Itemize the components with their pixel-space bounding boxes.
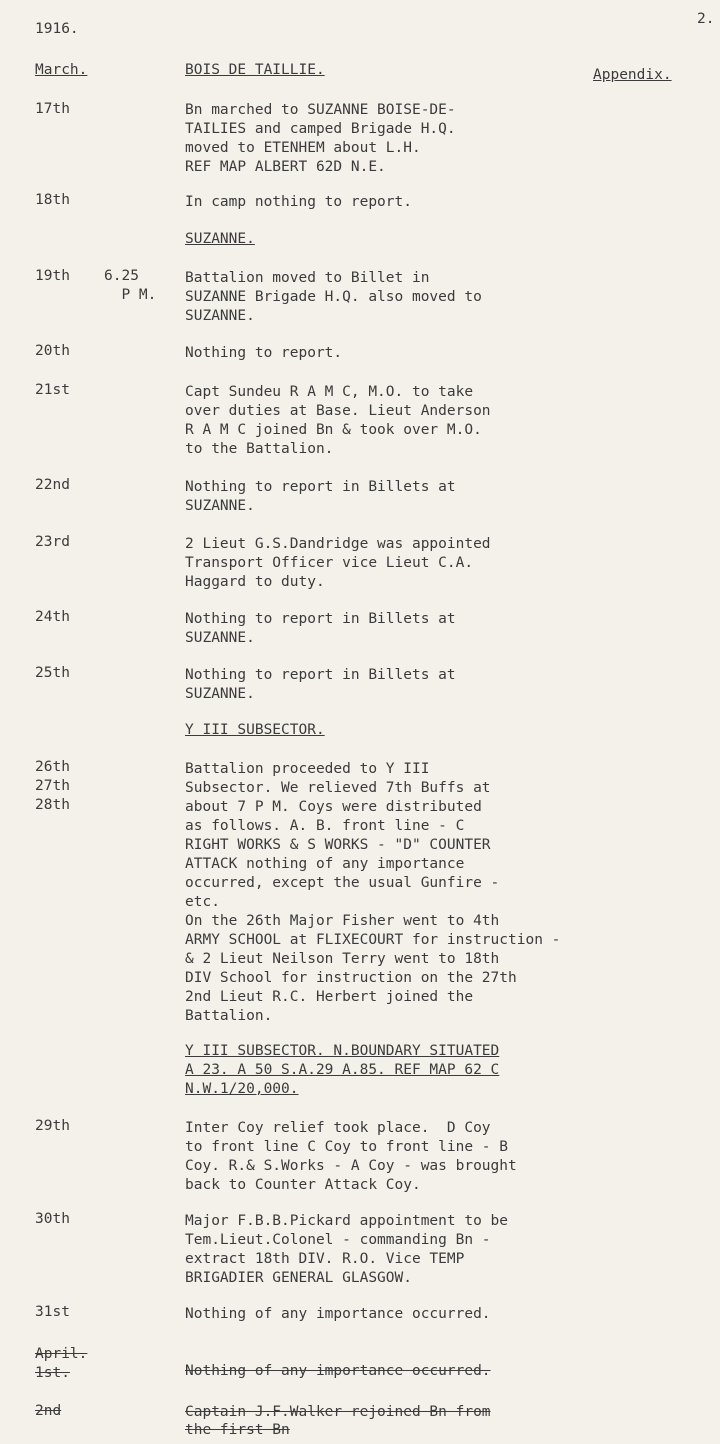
entry-date: 24th	[35, 609, 70, 625]
entry-date: 29th	[35, 1118, 70, 1134]
entry-line: Battalion moved to Billet in	[185, 270, 430, 286]
entry-line: ATTACK nothing of any importance	[185, 856, 465, 872]
entry-line: moved to ETENHEM about L.H.	[185, 140, 421, 156]
entry-line: SUZANNE.	[185, 686, 255, 702]
location-heading: BOIS DE TAILLIE.	[185, 62, 325, 78]
entry-line: Transport Officer vice Lieut C.A.	[185, 555, 474, 571]
entry-date: 20th	[35, 343, 70, 359]
entry-line: DIV School for instruction on the 27th	[185, 970, 517, 986]
section-heading-y3: Y III SUBSECTOR.	[185, 722, 325, 738]
entry-line: Capt Sundeu R A M C, M.O. to take	[185, 384, 474, 400]
entry-line: Bn marched to SUZANNE BOISE-DE-	[185, 102, 456, 118]
entry-line: R A M C joined Bn & took over M.O.	[185, 422, 482, 438]
entry-date: 18th	[35, 192, 70, 208]
page-number: 2.	[697, 11, 715, 27]
entry-date: 22nd	[35, 477, 70, 493]
entry-date: 21st	[35, 382, 70, 398]
entry-line: Nothing to report.	[185, 345, 343, 361]
entry-date: 31st	[35, 1304, 70, 1320]
entry-line: Major F.B.B.Pickard appointment to be	[185, 1213, 509, 1229]
entry-line: Battalion.	[185, 1008, 273, 1024]
entry-line: back to Counter Attack Coy.	[185, 1177, 421, 1193]
entry-line: about 7 P M. Coys were distributed	[185, 799, 482, 815]
entry-line: Coy. R.& S.Works - A Coy - was brought	[185, 1158, 517, 1174]
entry-line: 2 Lieut G.S.Dandridge was appointed	[185, 536, 491, 552]
month-heading: March.	[35, 62, 88, 78]
appendix-heading: Appendix.	[593, 67, 672, 83]
entry-line: In camp nothing to report.	[185, 194, 412, 210]
entry-line: to front line C Coy to front line - B	[185, 1139, 509, 1155]
entry-date: 26th 27th 28th	[35, 759, 70, 813]
entry-line: Tem.Lieut.Colonel - commanding Bn -	[185, 1232, 491, 1248]
entry-date: 17th	[35, 101, 70, 117]
entry-line: SUZANNE.	[185, 630, 255, 646]
entry-line: 2nd Lieut R.C. Herbert joined the	[185, 989, 474, 1005]
entry-line-struck: Nothing of any importance occurred.	[185, 1363, 491, 1379]
entry-line: Haggard to duty.	[185, 574, 325, 590]
entry-date: 30th	[35, 1211, 70, 1227]
entry-line: TAILIES and camped Brigade H.Q.	[185, 121, 456, 137]
entry-line: Subsector. We relieved 7th Buffs at	[185, 780, 491, 796]
entry-line: Battalion proceeded to Y III	[185, 761, 430, 777]
entry-line: ARMY SCHOOL at FLIXECOURT for instruction -	[185, 932, 561, 948]
entry-line: On the 26th Major Fisher went to 4th	[185, 913, 500, 929]
section-heading-boundary: A 23. A 50 S.A.29 A.85. REF MAP 62 C	[185, 1062, 500, 1078]
entry-date: 23rd	[35, 534, 70, 550]
entry-line-struck: Captain J.F.Walker rejoined Bn from	[185, 1404, 491, 1420]
entry-date-struck: April. 1st.	[35, 1346, 88, 1381]
entry-date-struck: 2nd	[35, 1403, 62, 1419]
entry-line: over duties at Base. Lieut Anderson	[185, 403, 491, 419]
year: 1916.	[35, 21, 79, 37]
entry-line: REF MAP ALBERT 62D N.E.	[185, 159, 386, 175]
entry-time: 6.25 P M.	[104, 268, 157, 303]
entry-line: as follows. A. B. front line - C	[185, 818, 465, 834]
entry-line: & 2 Lieut Neilson Terry went to 18th	[185, 951, 500, 967]
entry-line: etc.	[185, 894, 220, 910]
entry-line: SUZANNE.	[185, 498, 255, 514]
entry-line: SUZANNE Brigade H.Q. also moved to	[185, 289, 482, 305]
entry-line: Nothing to report in Billets at	[185, 479, 456, 495]
entry-date: 25th	[35, 665, 70, 681]
section-heading-boundary: Y III SUBSECTOR. N.BOUNDARY SITUATED	[185, 1043, 500, 1059]
entry-line: SUZANNE.	[185, 308, 255, 324]
section-heading-suzanne: SUZANNE.	[185, 231, 255, 247]
entry-date: 19th	[35, 268, 70, 284]
entry-line: Nothing to report in Billets at	[185, 611, 456, 627]
entry-line: occurred, except the usual Gunfire -	[185, 875, 500, 891]
entry-line: BRIGADIER GENERAL GLASGOW.	[185, 1270, 412, 1286]
entry-line: Nothing to report in Billets at	[185, 667, 456, 683]
entry-line: RIGHT WORKS & S WORKS - "D" COUNTER	[185, 837, 491, 853]
entry-line: extract 18th DIV. R.O. Vice TEMP	[185, 1251, 465, 1267]
section-heading-boundary: N.W.1/20,000.	[185, 1081, 299, 1097]
entry-line-struck: the first Bn	[185, 1422, 290, 1438]
entry-line: Inter Coy relief took place. D Coy	[185, 1120, 491, 1136]
entry-line: Nothing of any importance occurred.	[185, 1306, 491, 1322]
entry-line: to the Battalion.	[185, 441, 334, 457]
